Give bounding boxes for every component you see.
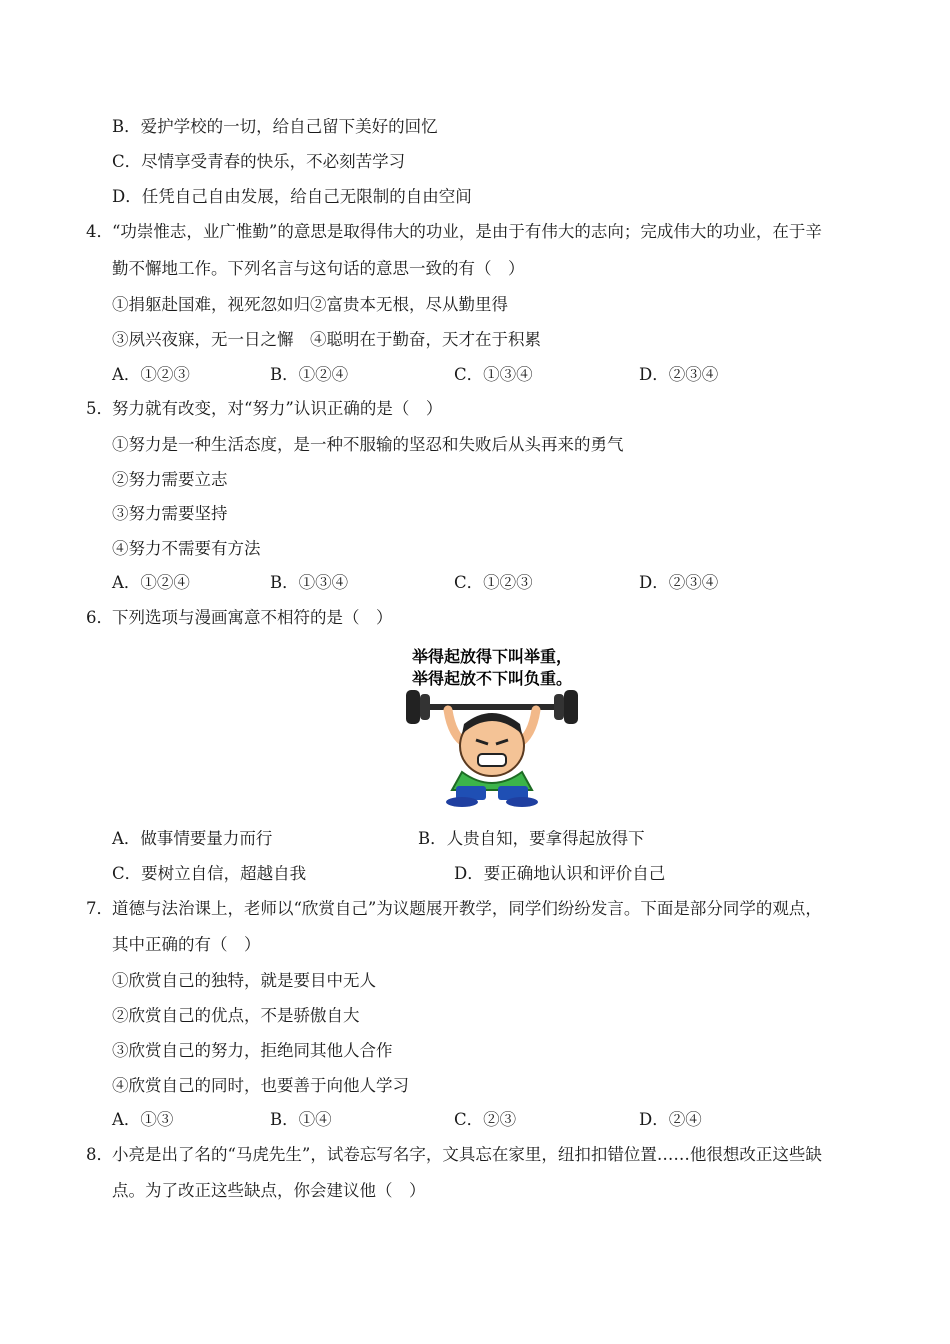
q5-option-c: C．①②③: [454, 573, 533, 592]
q5-item-2: ②努力需要立志: [112, 470, 228, 489]
q4-option-d: D．②③④: [639, 365, 719, 384]
q5-number: 5．: [86, 399, 113, 418]
cartoon-caption-line2: 举得起放不下叫负重。: [411, 669, 573, 688]
q8-stem-line1: 小亮是出了名的“马虎先生”，试卷忘写名字，文具忘在家里，纽扣扣错位置……他很想改正这些缺: [112, 1145, 822, 1164]
q8-stem-line2: 点。为了改正这些缺点，你会建议他（ ）: [112, 1181, 426, 1200]
q7-item-2: ②欣赏自己的优点，不是骄傲自大: [112, 1006, 360, 1025]
q3-option-c: C．尽情享受青春的快乐，不必刻苦学习: [112, 152, 406, 171]
q6-number: 6．: [86, 608, 113, 627]
q7-item-3: ③欣赏自己的努力，拒绝同其他人合作: [112, 1041, 393, 1060]
q4-items-line1: ①捐躯赴国难，视死忽如归②富贵本无根，尽从勤里得: [112, 295, 508, 314]
q4-option-b: B．①②④: [270, 365, 349, 384]
q6-option-a: A．做事情要量力而行: [112, 829, 273, 848]
weightlifter-figure: [446, 710, 538, 807]
q7-number: 7．: [86, 899, 113, 918]
q5-item-1: ①努力是一种生活态度，是一种不服输的坚忍和失败后从头再来的勇气: [112, 435, 624, 454]
q7-stem-line1: 道德与法治课上，老师以“欣赏自己”为议题展开教学，同学们纷纷发言。下面是部分同学的观点，: [112, 899, 822, 918]
q5-item-3: ③努力需要坚持: [112, 504, 228, 523]
weightlifting-cartoon: [392, 644, 592, 808]
q6-stem: 下列选项与漫画寓意不相符的是（ ）: [112, 608, 393, 627]
q5-stem: 努力就有改变，对“努力”认识正确的是（ ）: [112, 399, 443, 418]
q5-option-d: D．②③④: [639, 573, 719, 592]
q4-option-c: C．①③④: [454, 365, 533, 384]
q7-stem-line2: 其中正确的有（ ）: [112, 935, 261, 954]
q7-option-a: A．①③: [112, 1110, 174, 1129]
q3-option-d: D．任凭自己自由发展，给自己无限制的自由空间: [112, 187, 472, 206]
q5-item-4: ④努力不需要有方法: [112, 539, 261, 558]
q3-option-b: B．爱护学校的一切，给自己留下美好的回忆: [112, 117, 438, 136]
q7-option-d: D．②④: [639, 1110, 702, 1129]
q8-number: 8．: [86, 1145, 113, 1164]
q6-option-c: C．要树立自信，超越自我: [112, 864, 307, 883]
cartoon-caption-line1: 举得起放得下叫举重，: [411, 647, 573, 666]
q4-option-a: A．①②③: [112, 365, 190, 384]
q6-option-d: D．要正确地认识和评价自己: [454, 864, 666, 883]
q6-option-b: B．人贵自知，要拿得起放得下: [418, 829, 645, 848]
q4-stem-line1: “功崇惟志，业广惟勤”的意思是取得伟大的功业，是由于有伟大的志向；完成伟大的功业，在于辛: [112, 222, 822, 241]
q4-items-line2: ③夙兴夜寐，无一日之懈 ④聪明在于勤奋，天才在于积累: [112, 330, 541, 349]
q4-number: 4．: [86, 222, 113, 241]
q4-stem-line2: 勤不懈地工作。下列名言与这句话的意思一致的有（ ）: [112, 259, 525, 278]
q5-option-a: A．①②④: [112, 573, 190, 592]
q5-option-b: B．①③④: [270, 573, 349, 592]
q7-option-c: C．②③: [454, 1110, 517, 1129]
q7-option-b: B．①④: [270, 1110, 332, 1129]
q7-item-4: ④欣赏自己的同时，也要善于向他人学习: [112, 1076, 409, 1095]
q7-item-1: ①欣赏自己的独特，就是要目中无人: [112, 971, 376, 990]
